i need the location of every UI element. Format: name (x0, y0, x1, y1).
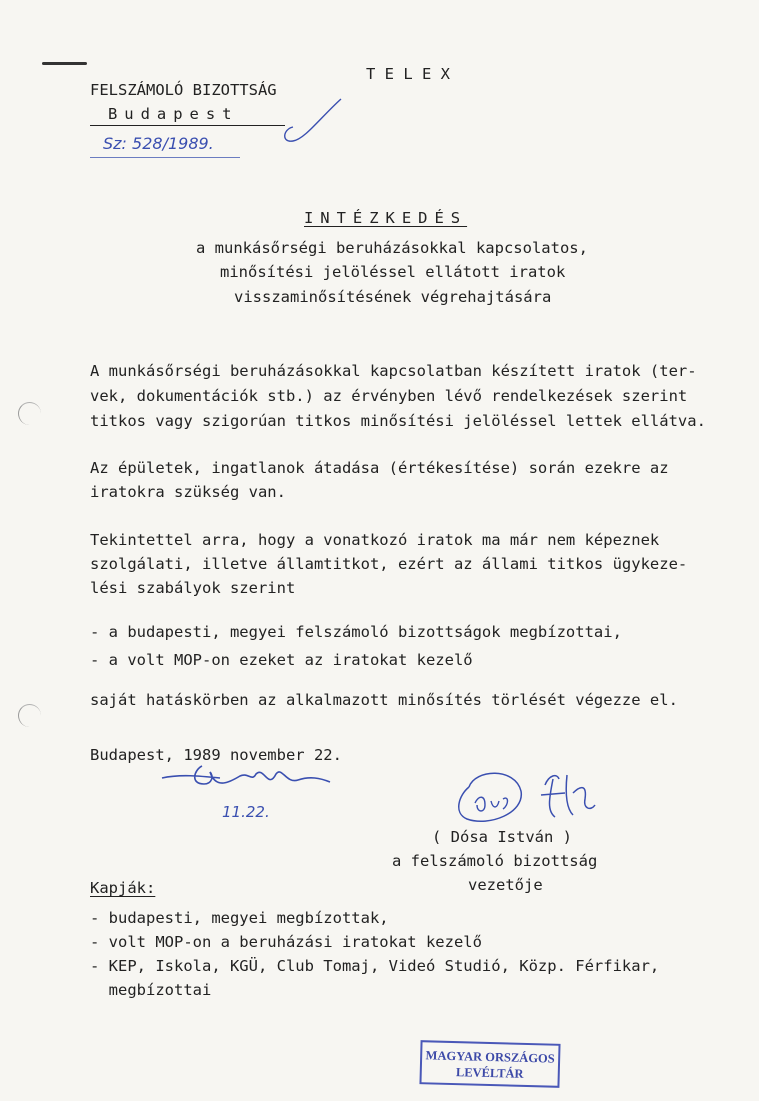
recipient-item: - budapesti, megyei megbízottak, (90, 909, 389, 927)
list-item: - a volt MOP-on ezeket az iratokat kezelő (90, 651, 473, 669)
paragraph-3-line-3: lési szabályok szerint (90, 579, 296, 597)
header-pen-stroke (265, 95, 345, 155)
stamp-line-1: MAGYAR ORSZÁGOS (425, 1048, 555, 1066)
recipient-item: megbízottai (90, 981, 212, 999)
pen-mark (42, 62, 87, 65)
initial-signature (160, 760, 340, 800)
organization-name: FELSZÁMOLÓ BIZOTTSÁG (90, 81, 277, 99)
archive-stamp (419, 1040, 560, 1088)
recipient-item: - volt MOP-on a beruházási iratokat kezelő (90, 933, 482, 951)
subtitle-line-3: visszaminősítésének végrehajtására (234, 288, 552, 306)
subtitle-line-2: minősítési jelöléssel ellátott iratok (220, 263, 566, 281)
punch-hole-top (18, 402, 41, 425)
document-title: INTÉZKEDÉS (304, 209, 468, 227)
paragraph-1-line-1: A munkásőrségi beruházásokkal kapcsolatban készített iratok (ter- (90, 362, 697, 380)
paragraph-2-line-1: Az épületek, ingatlanok átadása (értékesítése) során ezekre az (90, 459, 669, 477)
signatory-name: ( Dósa István ) (432, 828, 572, 846)
punch-hole-bottom (18, 704, 41, 727)
signatory-title-line-2: vezetője (468, 876, 543, 894)
closing-sentence: saját hatáskörben az alkalmazott minősítés törlését végezze el. (90, 691, 678, 709)
paragraph-3-line-1: Tekintettel arra, hogy a vonatkozó iratok ma már nem képeznek (90, 531, 660, 549)
stamp-line-2: LEVÉLTÁR (455, 1065, 524, 1081)
list-item: - a budapesti, megyei felszámoló bizottságok megbízottai, (90, 623, 622, 641)
organization-city: Budapest (108, 105, 239, 123)
city-underline (90, 125, 285, 126)
paragraph-1-line-2: vek, dokumentációk stb.) az érvényben lévő rendelkezések szerint (90, 387, 688, 405)
director-signature (445, 765, 615, 835)
handwritten-date: 11.22. (222, 803, 270, 821)
reference-number: Sz: 528/1989. (103, 134, 214, 153)
recipient-item: - KEP, Iskola, KGÜ, Club Tomaj, Videó Studió, Közp. Férfikar, (90, 957, 660, 975)
paragraph-1-line-3: titkos vagy szigorúan titkos minősítési jelöléssel lettek ellátva. (90, 412, 706, 430)
signatory-title-line-1: a felszámoló bizottság (392, 852, 598, 870)
paragraph-3-line-2: szolgálati, illetve államtitkot, ezért az állami titkos ügykeze- (90, 555, 688, 573)
ref-number-underline (90, 157, 240, 158)
date-line: Budapest, 1989 november 22. (90, 746, 342, 764)
recipients-label: Kapják: (90, 879, 156, 897)
paragraph-2-line-2: iratokra szükség van. (90, 483, 286, 501)
telex-label: T E L E X (366, 65, 450, 83)
subtitle-line-1: a munkásőrségi beruházásokkal kapcsolatos, (196, 239, 588, 257)
